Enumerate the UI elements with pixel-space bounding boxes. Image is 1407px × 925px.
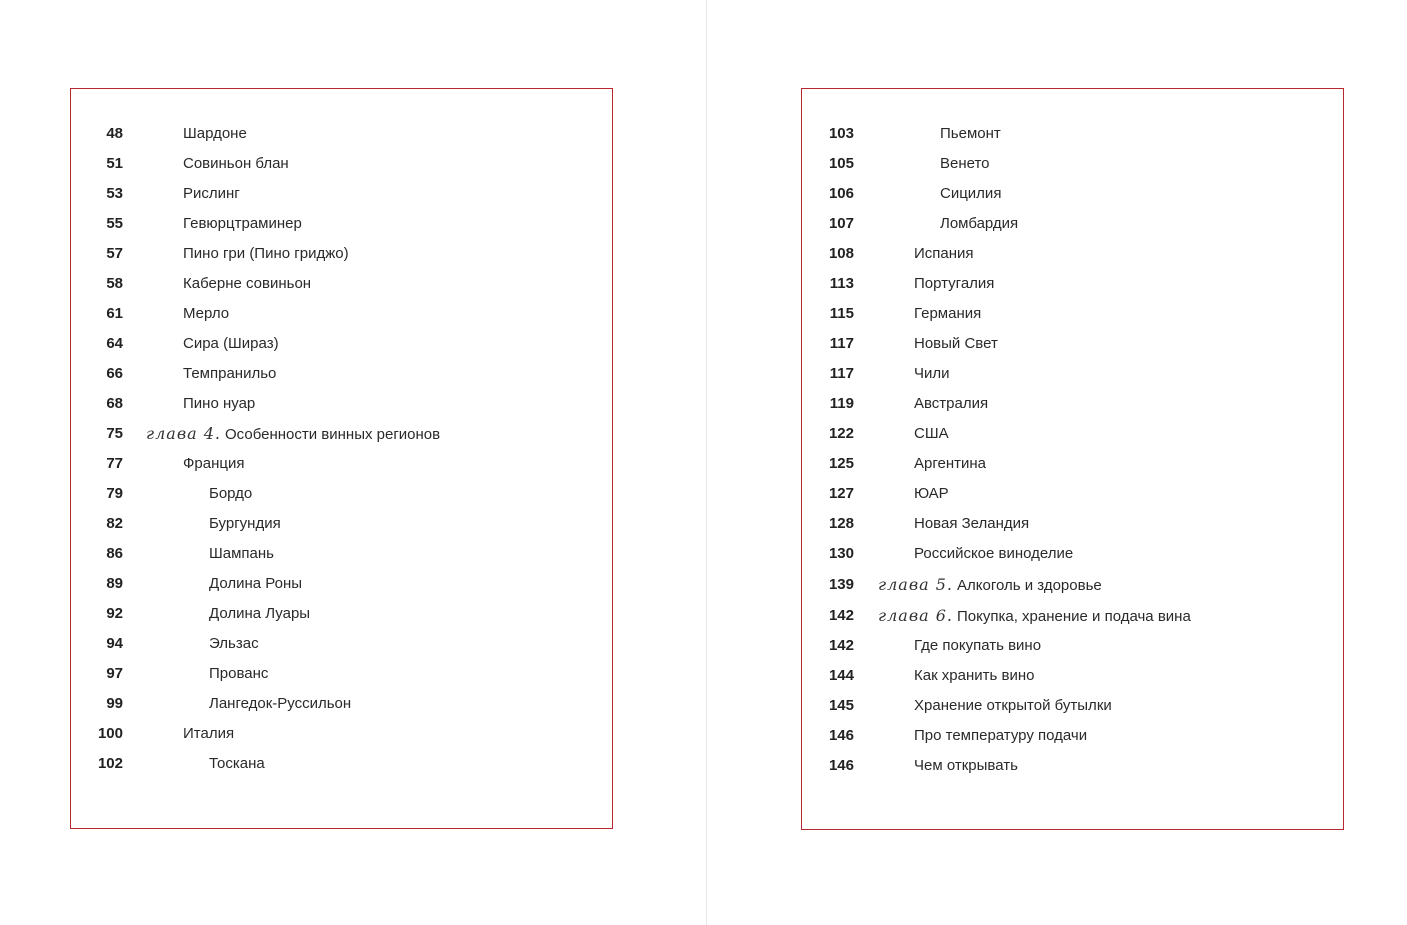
- toc-row: [704, 661, 1407, 691]
- chapter-label: глава 4.: [146, 424, 222, 443]
- toc-title: Особенности винных регионов: [225, 426, 441, 443]
- toc-chapter-row: [704, 570, 1407, 600]
- toc-title: Долина Роны: [209, 575, 303, 592]
- toc-row: [704, 449, 1407, 479]
- toc-page-number: 139: [828, 576, 854, 593]
- toc-page-number: 86: [106, 545, 123, 562]
- toc-page-number: 51: [106, 155, 123, 172]
- toc-title: Покупка, хранение и подача вина: [957, 608, 1191, 625]
- toc-chapter-title: [146, 419, 440, 450]
- toc-page-number: 61: [106, 305, 123, 322]
- toc-row: [704, 509, 1407, 539]
- toc-row: [704, 209, 1407, 239]
- toc-title: Бургундия: [209, 515, 281, 532]
- toc-page-number: 128: [828, 515, 854, 532]
- toc-title: Каберне совиньон: [183, 275, 312, 292]
- toc-title: Пьемонт: [940, 125, 1001, 142]
- toc-page-number: 146: [828, 727, 854, 744]
- toc-page-number: 75: [106, 425, 123, 442]
- toc-page-number: 94: [106, 635, 123, 652]
- chapter-label: глава 6.: [878, 606, 954, 625]
- toc-title: Чили: [914, 365, 950, 382]
- toc-title: Ломбардия: [940, 215, 1019, 232]
- toc-page-number: 142: [828, 607, 854, 624]
- toc-row: [704, 149, 1407, 179]
- toc-page-number: 103: [828, 125, 854, 142]
- toc-row: [0, 209, 703, 239]
- toc-row: [704, 419, 1407, 449]
- toc-title: Сицилия: [940, 185, 1002, 202]
- toc-title: Пино нуар: [183, 395, 256, 412]
- toc-row: [0, 599, 703, 629]
- right-page: [704, 0, 1407, 925]
- toc-title: Новая Зеландия: [914, 515, 1030, 532]
- toc-page-number: 122: [828, 425, 854, 442]
- toc-title: Про температуру подачи: [914, 727, 1088, 744]
- toc-title: Шампань: [209, 545, 274, 562]
- toc-row: [0, 749, 703, 779]
- toc-row: [0, 329, 703, 359]
- toc-row: [704, 359, 1407, 389]
- chapter-label: глава 5.: [878, 575, 954, 594]
- toc-title: Алкоголь и здоровье: [957, 577, 1102, 594]
- toc-page-number: 113: [829, 275, 854, 292]
- toc-title: Тоскана: [209, 755, 265, 772]
- toc-row: [0, 569, 703, 599]
- toc-page-number: 55: [106, 215, 123, 232]
- toc-row: [704, 179, 1407, 209]
- toc-title: Как хранить вино: [914, 667, 1035, 684]
- toc-page-number: 145: [828, 697, 854, 714]
- toc-row: [704, 721, 1407, 751]
- toc-page-number: 106: [828, 185, 854, 202]
- toc-row: [704, 389, 1407, 419]
- toc-page-number: 125: [828, 455, 854, 472]
- toc-title: Чем открывать: [914, 757, 1018, 774]
- toc-row: [0, 389, 703, 419]
- toc-page-number: 100: [97, 725, 123, 742]
- toc-chapter-row: [704, 601, 1407, 631]
- toc-page-number: 68: [106, 395, 123, 412]
- toc-page-number: 66: [106, 365, 123, 382]
- toc-title: Франция: [183, 455, 245, 472]
- toc-title: Шардоне: [183, 125, 247, 142]
- toc-row: [0, 539, 703, 569]
- left-page: [0, 0, 703, 925]
- toc-row: [0, 359, 703, 389]
- toc-row: [704, 539, 1407, 569]
- toc-row: [704, 329, 1407, 359]
- toc-row: [0, 719, 703, 749]
- toc-row: [0, 629, 703, 659]
- toc-row: [0, 299, 703, 329]
- toc-page-number: 127: [828, 485, 854, 502]
- toc-title: Австралия: [914, 395, 989, 412]
- toc-row: [0, 119, 703, 149]
- toc-page-number: 89: [106, 575, 123, 592]
- toc-title: Бордо: [209, 485, 253, 502]
- toc-row: [704, 691, 1407, 721]
- toc-row: [0, 659, 703, 689]
- toc-page-number: 97: [106, 665, 123, 682]
- toc-row: [0, 149, 703, 179]
- toc-title: Темпранильо: [183, 365, 277, 382]
- toc-title: Российское виноделие: [914, 545, 1074, 562]
- toc-page-number: 77: [106, 455, 123, 472]
- toc-title: Эльзас: [209, 635, 259, 652]
- toc-row: [0, 689, 703, 719]
- toc-title: Италия: [183, 725, 235, 742]
- toc-page-number: 105: [828, 155, 854, 172]
- toc-row: [704, 751, 1407, 781]
- toc-title: Аргентина: [914, 455, 986, 472]
- toc-row: [704, 239, 1407, 269]
- toc-page-number: 53: [106, 185, 123, 202]
- toc-title: Сира (Шираз): [183, 335, 279, 352]
- toc-page-number: 107: [828, 215, 854, 232]
- toc-page-number: 142: [828, 637, 854, 654]
- toc-title: Новый Свет: [914, 335, 998, 352]
- toc-row: [0, 479, 703, 509]
- toc-row: [704, 299, 1407, 329]
- toc-title: Лангедок-Руссильон: [209, 695, 352, 712]
- toc-page-number: 146: [828, 757, 854, 774]
- toc-title: Португалия: [914, 275, 995, 292]
- toc-title: Гевюрцтраминер: [183, 215, 302, 232]
- toc-title: Венето: [940, 155, 990, 172]
- toc-page-number: 115: [829, 305, 854, 322]
- toc-page-number: 108: [828, 245, 854, 262]
- toc-page-number: 92: [106, 605, 123, 622]
- toc-chapter-row: [0, 419, 703, 449]
- toc-page-number: 82: [106, 515, 123, 532]
- toc-title: Прованс: [209, 665, 269, 682]
- toc-page-number: 117: [829, 335, 854, 352]
- toc-title: Пино гри (Пино гриджо): [183, 245, 349, 262]
- toc-page-number: 48: [106, 125, 123, 142]
- toc-page-number: 57: [106, 245, 123, 262]
- toc-chapter-title: [878, 570, 1102, 601]
- toc-title: ЮАР: [914, 485, 949, 502]
- toc-page-number: 99: [106, 695, 123, 712]
- toc-page-number: 79: [106, 485, 123, 502]
- toc-row: [704, 119, 1407, 149]
- toc-row: [0, 449, 703, 479]
- toc-title: Германия: [914, 305, 982, 322]
- toc-page-number: 117: [829, 365, 854, 382]
- toc-row: [704, 631, 1407, 661]
- toc-row: [0, 509, 703, 539]
- toc-title: Где покупать вино: [914, 637, 1042, 654]
- toc-title: Мерло: [183, 305, 230, 322]
- toc-page-number: 144: [828, 667, 854, 684]
- toc-page-number: 119: [829, 395, 854, 412]
- toc-row: [704, 479, 1407, 509]
- toc-row: [0, 179, 703, 209]
- toc-title: Совиньон блан: [183, 155, 289, 172]
- toc-title: Долина Луары: [209, 605, 311, 622]
- toc-row: [0, 269, 703, 299]
- toc-chapter-title: [878, 601, 1191, 632]
- toc-row: [704, 269, 1407, 299]
- toc-page-number: 102: [97, 755, 123, 772]
- toc-title: Хранение открытой бутылки: [914, 697, 1112, 714]
- toc-page-number: 64: [106, 335, 123, 352]
- toc-title: Испания: [914, 245, 974, 262]
- toc-page-number: 130: [828, 545, 854, 562]
- toc-title: Рислинг: [183, 185, 240, 202]
- toc-title: США: [914, 425, 949, 442]
- toc-row: [0, 239, 703, 269]
- toc-page-number: 58: [106, 275, 123, 292]
